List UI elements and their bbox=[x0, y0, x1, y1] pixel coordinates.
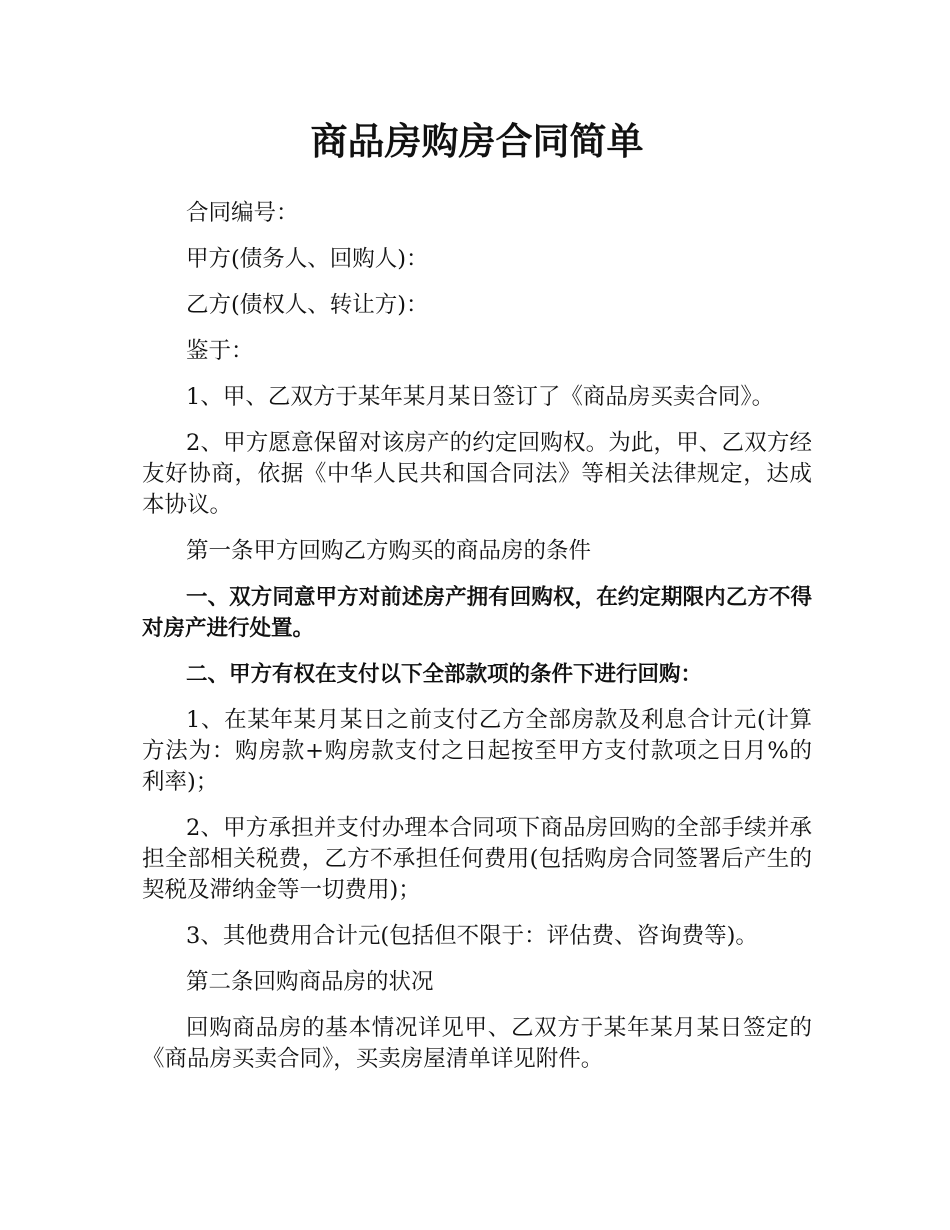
article-2-heading: 第二条回购商品房的状况 bbox=[186, 969, 434, 995]
article-2-body: 回购商品房的基本情况详见甲、乙双方于某年某月某日签定的《商品房买卖合同》，买卖房屋清单详见附件。 bbox=[142, 1015, 812, 1072]
document-title: 商品房购房合同简单 bbox=[310, 120, 644, 163]
article-1-clause-2: 二、甲方有权在支付以下全部款项的条件下进行回购： bbox=[186, 662, 703, 687]
article-1-heading: 第一条甲方回购乙方购买的商品房的条件 bbox=[186, 538, 592, 564]
article-1-clause-1: 一、双方同意甲方对前述房产拥有回购权，在约定期限内乙方不得对房产进行处置。 bbox=[142, 585, 812, 641]
recital-1: 1、甲、乙双方于某年某月某日签订了《商品房买卖合同》。 bbox=[186, 384, 775, 410]
document-body bbox=[142, 198, 812, 1090]
party-a-line: 甲方(债务人、回购人)： bbox=[186, 246, 429, 272]
whereas-heading: 鉴于： bbox=[186, 338, 254, 364]
payment-item-3: 3、其他费用合计元(包括但不限于：评估费、咨询费等)。 bbox=[186, 923, 758, 949]
payment-item-2: 2、甲方承担并支付办理本合同项下商品房回购的全部手续并承担全部相关税费，乙方不承担任何费用(包括购房合同签署后产生的契税及滞纳金等一切费用)； bbox=[142, 815, 812, 903]
recital-2: 2、甲方愿意保留对该房产的约定回购权。为此，甲、乙双方经友好协商，依据《中华人民共和国合同法》等相关法律规定，达成本协议。 bbox=[142, 430, 812, 518]
contract-number-line: 合同编号： bbox=[186, 200, 299, 226]
party-b-line: 乙方(债权人、转让方)： bbox=[186, 292, 429, 318]
payment-item-1: 1、在某年某月某日之前支付乙方全部房款及利息合计元(计算方法为：购房款+购房款支付之日起按至甲方支付款项之日月%的利率)； bbox=[142, 707, 812, 795]
